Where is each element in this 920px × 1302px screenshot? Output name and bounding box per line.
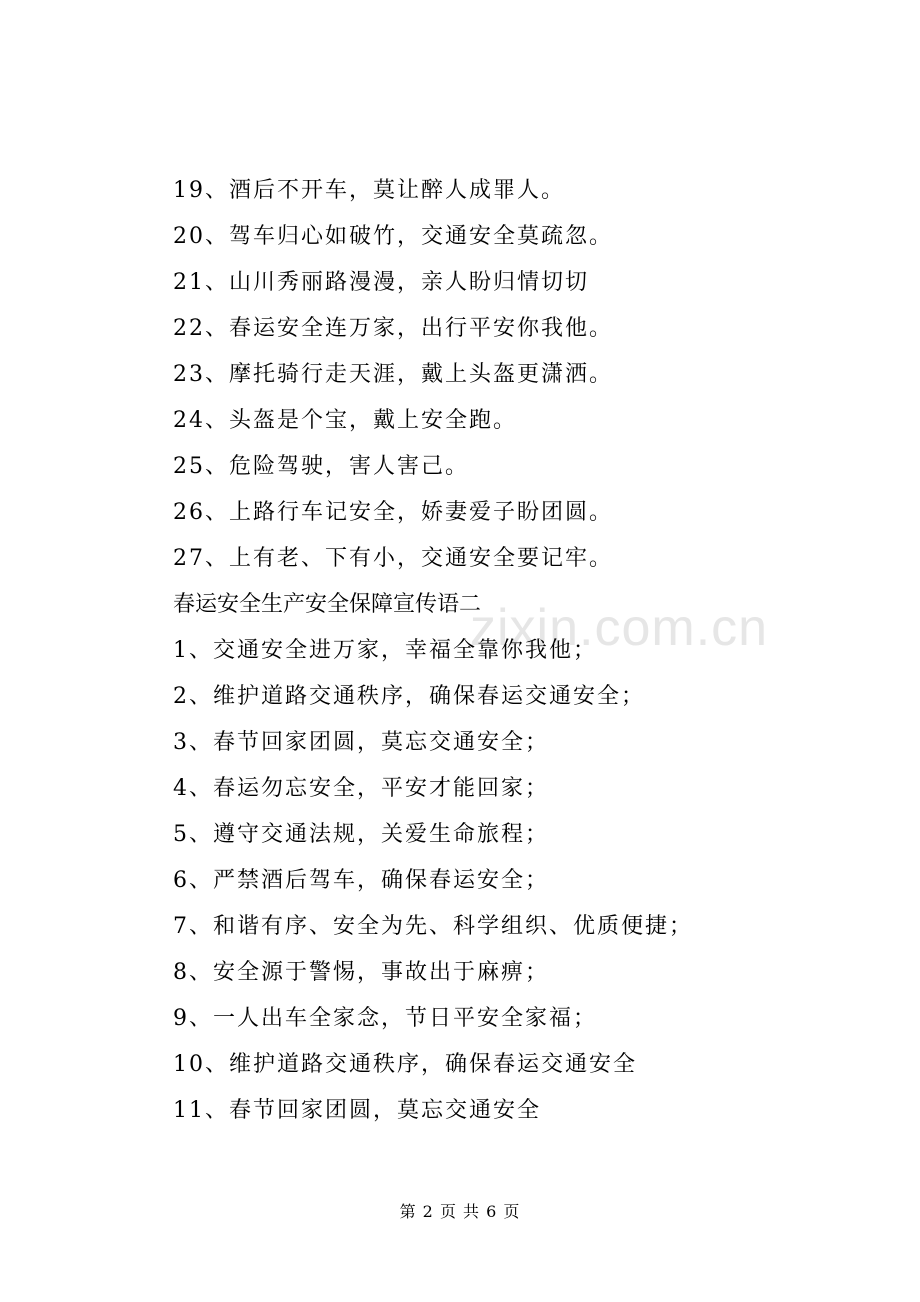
slogan-line: 27、上有老、下有小，交通安全要记牢。 bbox=[173, 546, 613, 571]
document-body bbox=[173, 168, 873, 1134]
watermark: zixin.com.cn bbox=[470, 599, 769, 657]
slogan-line: 23、摩托骑行走天涯，戴上头盔更潇洒。 bbox=[173, 362, 613, 387]
page-footer: 第 2 页 共 6 页 bbox=[399, 1202, 521, 1221]
slogan-line: 11、春节回家团圆，莫忘交通安全 bbox=[173, 1098, 541, 1123]
slogan-line: 5、遵守交通法规，关爱生命旅程； bbox=[173, 822, 549, 847]
slogan-line: 10、维护道路交通秩序，确保春运交通安全 bbox=[173, 1052, 637, 1077]
slogan-line: 4、春运勿忘安全，平安才能回家； bbox=[173, 776, 549, 801]
slogan-line: 19、酒后不开车，莫让醉人成罪人。 bbox=[173, 178, 565, 203]
slogan-line: 21、山川秀丽路漫漫，亲人盼归情切切 bbox=[173, 270, 589, 295]
slogan-line: 20、驾车归心如破竹，交通安全莫疏忽。 bbox=[173, 224, 613, 249]
slogan-line: 3、春节回家团圆，莫忘交通安全； bbox=[173, 730, 549, 755]
slogan-line: 22、春运安全连万家，出行平安你我他。 bbox=[173, 316, 613, 341]
slogan-line: 24、头盔是个宝，戴上安全跑。 bbox=[173, 408, 517, 433]
slogan-line: 7、和谐有序、安全为先、科学组织、优质便捷； bbox=[173, 914, 693, 939]
slogan-line: 2、维护道路交通秩序，确保春运交通安全； bbox=[173, 684, 645, 709]
section-heading: 春运安全生产安全保障宣传语二 bbox=[173, 592, 482, 617]
slogan-line: 26、上路行车记安全，娇妻爱子盼团圆。 bbox=[173, 500, 613, 525]
slogan-line: 25、危险驾驶，害人害己。 bbox=[173, 454, 469, 479]
slogan-line: 9、一人出车全家念，节日平安全家福； bbox=[173, 1006, 597, 1031]
slogan-line: 6、严禁酒后驾车，确保春运安全； bbox=[173, 868, 549, 893]
slogan-line: 8、安全源于警惕，事故出于麻痹； bbox=[173, 960, 549, 985]
slogan-line: 1、交通安全进万家，幸福全靠你我他； bbox=[173, 638, 597, 663]
